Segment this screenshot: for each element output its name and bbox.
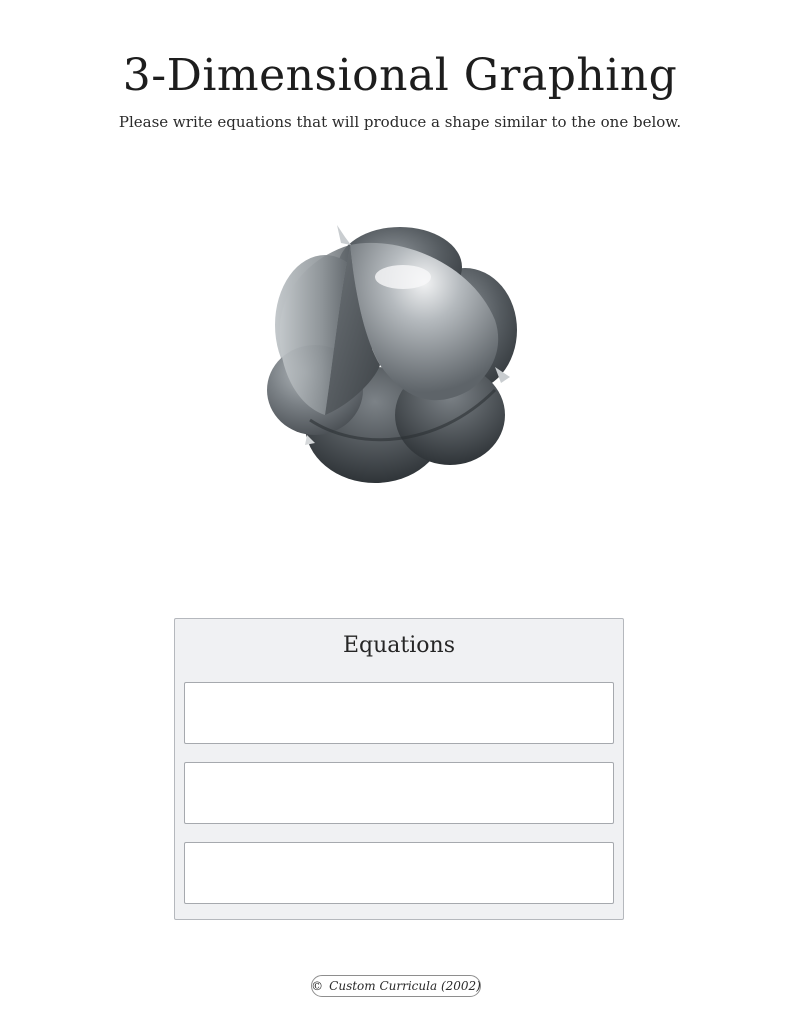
equation-input-3[interactable]	[184, 842, 614, 904]
3d-surface-shape-icon	[255, 215, 535, 495]
3d-shape-figure	[255, 215, 535, 495]
page-instructions: Please write equations that will produce a shape similar to the one below.	[118, 113, 682, 131]
equations-panel	[174, 618, 624, 920]
page-title: 3-Dimensional Graphing	[122, 50, 678, 101]
copyright-icon: ©	[311, 979, 324, 993]
equation-input-2[interactable]	[184, 762, 614, 824]
copyright-text: Custom Curricula (2002)	[329, 979, 481, 993]
equations-heading: Equations	[342, 633, 455, 658]
copyright-badge	[311, 975, 481, 997]
equation-input-1[interactable]	[184, 682, 614, 744]
